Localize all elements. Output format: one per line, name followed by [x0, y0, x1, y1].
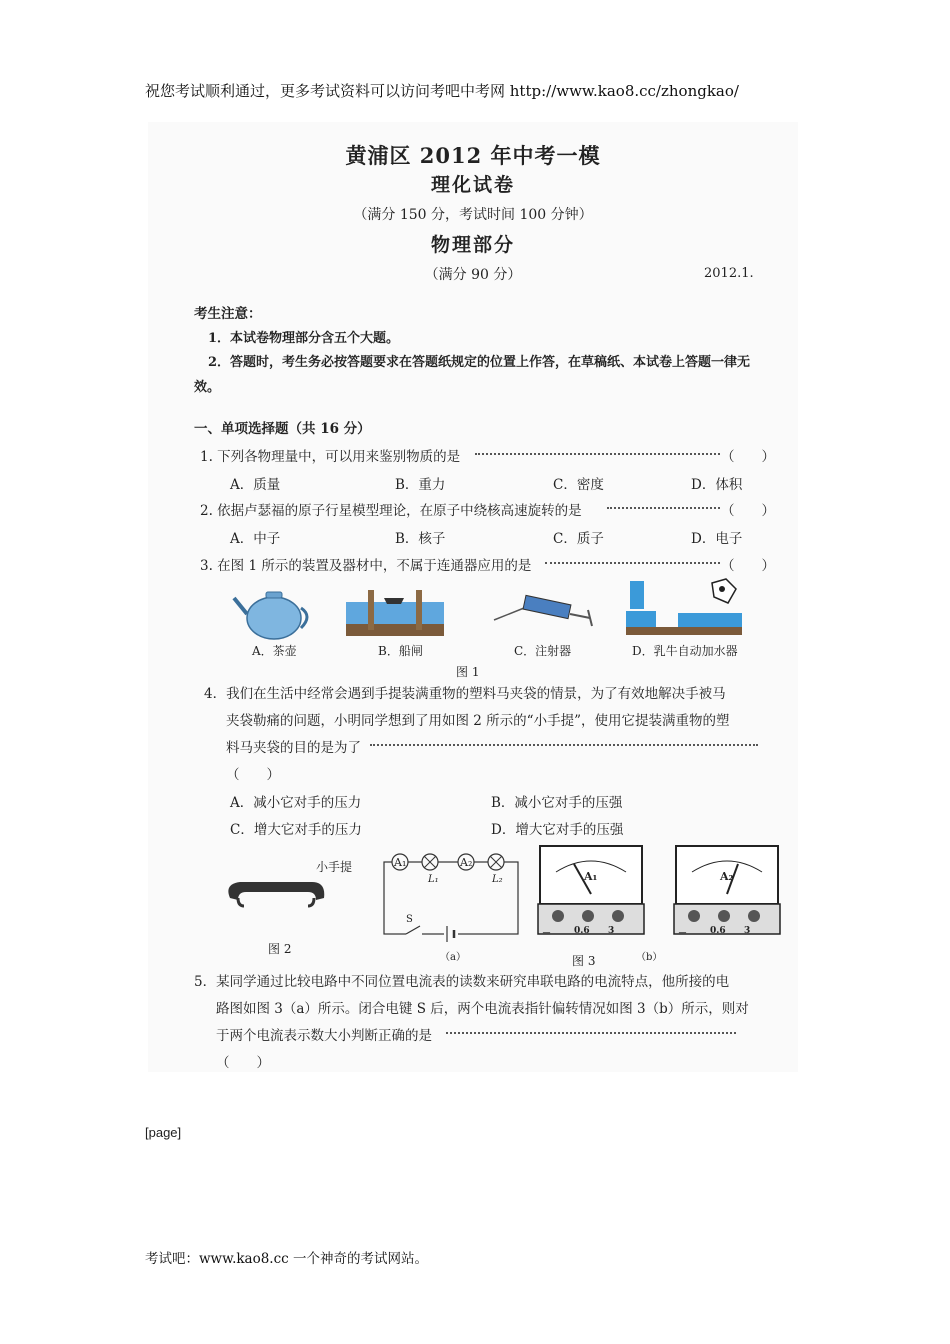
ammeter-a1-terminal-3: 3 — [608, 926, 615, 936]
exam-full-marks: （满分 150 分，考试时间 100 分钟） — [353, 207, 593, 223]
figure1-option-d: D．乳牛自动加水器 — [632, 644, 738, 658]
q4-option-b: B．减小它对手的压强 — [491, 795, 623, 811]
dairy-cow-water-dispenser-illustration — [626, 577, 744, 639]
part-title: 物理部分 — [430, 234, 515, 256]
q2-option-a: A．中子 — [230, 531, 281, 547]
question-1-stem: 1. 下列各物理量中，可以用来鉴别物质的是 — [200, 449, 461, 465]
figure1-label: 图 1 — [456, 665, 480, 679]
q4-option-d: D．增大它对手的压强 — [491, 822, 624, 838]
scanned-exam-page — [148, 122, 798, 1072]
question-1-bracket: （ ） — [721, 449, 775, 465]
question-4-line1: 4．我们在生活中经常会遇到手提装满重物的塑料马夹袋的情景，为了有效地解决手被马 — [204, 686, 726, 702]
question-5-line3: 于两个电流表示数大小判断正确的是 — [216, 1028, 432, 1044]
q4-option-a: A．减小它对手的压力 — [230, 795, 362, 811]
ship-lock-illustration — [346, 584, 444, 636]
section-heading: 一、单项选择题（共 16 分） — [194, 421, 371, 437]
notice-item-2: 2．答题时，考生务必按答题要求在答题纸规定的位置上作答，在草稿纸、本试卷上答题一律无 — [208, 355, 751, 370]
series-circuit-diagram — [384, 858, 518, 936]
figure3-b-label: （b） — [636, 952, 663, 963]
ammeter-a1-minus-terminal: － — [542, 929, 552, 939]
figure3-label: 图 3 — [572, 954, 596, 968]
leader-dots — [370, 744, 758, 746]
ammeter-a2-label: A₂ — [720, 870, 734, 883]
q4-option-c: C．增大它对手的压力 — [230, 822, 362, 838]
question-3-bracket: （ ） — [721, 558, 775, 574]
ammeter-a1-illustration — [538, 844, 644, 940]
ammeter-a2-terminal-3: 3 — [744, 926, 751, 936]
question-4-bracket: （ ） — [226, 767, 280, 783]
question-4-line3: 料马夹袋的目的是为了 — [226, 740, 361, 756]
teapot-illustration — [232, 584, 312, 642]
page-marker: [page] — [145, 1125, 182, 1140]
leader-dots — [446, 1032, 736, 1034]
figure2-label: 图 2 — [268, 942, 292, 956]
circuit-lamp-l1: L₁ — [428, 874, 439, 885]
ammeter-a1-label: A₁ — [584, 870, 598, 883]
exam-subtitle: 理化试卷 — [430, 174, 515, 196]
question-2-stem: 2. 依据卢瑟福的原子行星模型理论，在原子中绕核高速旋转的是 — [200, 503, 582, 519]
question-5-line1: 5．某同学通过比较电路中不同位置电流表的读数来研究串联电路的电流特点，他所接的电 — [194, 974, 730, 990]
circuit-switch-s: S — [406, 914, 413, 925]
question-5-bracket: （ ） — [216, 1055, 270, 1071]
q1-option-c: C．密度 — [553, 477, 604, 493]
circuit-lamp-l2: L₂ — [492, 874, 503, 885]
question-4-line2: 夹袋勒痛的问题，小明同学想到了用如图 2 所示的“小手提”，使用它提装满重物的塑 — [226, 713, 730, 729]
circuit-ammeter-a2: A₂ — [460, 856, 473, 869]
ammeter-a2-illustration — [674, 844, 780, 940]
ammeter-a1-terminal-06: 0.6 — [574, 926, 590, 936]
q2-option-b: B．核子 — [395, 531, 446, 547]
leader-dots — [475, 453, 720, 455]
exam-date: 2012.1. — [704, 266, 754, 281]
footer-note: 考试吧：www.kao8.cc 一个神奇的考试网站。 — [145, 1251, 429, 1267]
notice-item-1: 1．本试卷物理部分含五个大题。 — [208, 331, 400, 346]
syringe-illustration — [494, 592, 594, 628]
q1-option-d: D．体积 — [691, 477, 743, 493]
figure1-option-c: C．注射器 — [514, 644, 572, 658]
exam-title: 黄浦区 2012 年中考一模 — [345, 143, 601, 168]
leader-dots — [545, 562, 720, 564]
figure1-option-b: B．船闸 — [378, 644, 423, 658]
q2-option-c: C．质子 — [553, 531, 604, 547]
part-marks: （满分 90 分） — [424, 267, 522, 283]
leader-dots — [607, 507, 720, 509]
q2-option-d: D．电子 — [691, 531, 743, 547]
hand-grip-caption: 小手提 — [316, 860, 353, 874]
question-3-stem: 3. 在图 1 所示的装置及器材中，不属于连通器应用的是 — [200, 558, 532, 574]
figure1-option-a: A．茶壶 — [252, 644, 297, 658]
question-2-bracket: （ ） — [721, 503, 775, 519]
figure3-a-label: （a） — [440, 952, 466, 963]
q1-option-a: A．质量 — [230, 477, 281, 493]
question-5-line2: 路图如图 3（a）所示。闭合电键 S 后，两个电流表指针偏转情况如图 3（b）所示，则对 — [216, 1001, 749, 1017]
ammeter-a2-terminal-06: 0.6 — [710, 926, 726, 936]
ammeter-a2-minus-terminal: － — [678, 929, 688, 939]
q1-option-b: B．重力 — [395, 477, 446, 493]
notice-item-2-cont: 效。 — [194, 380, 221, 395]
header-note: 祝您考试顺利通过，更多考试资料可以访问考吧中考网 http://www.kao8.cc/zhongkao/ — [145, 82, 739, 100]
notice-heading: 考生注意： — [194, 306, 262, 322]
circuit-ammeter-a1: A₁ — [394, 856, 407, 869]
